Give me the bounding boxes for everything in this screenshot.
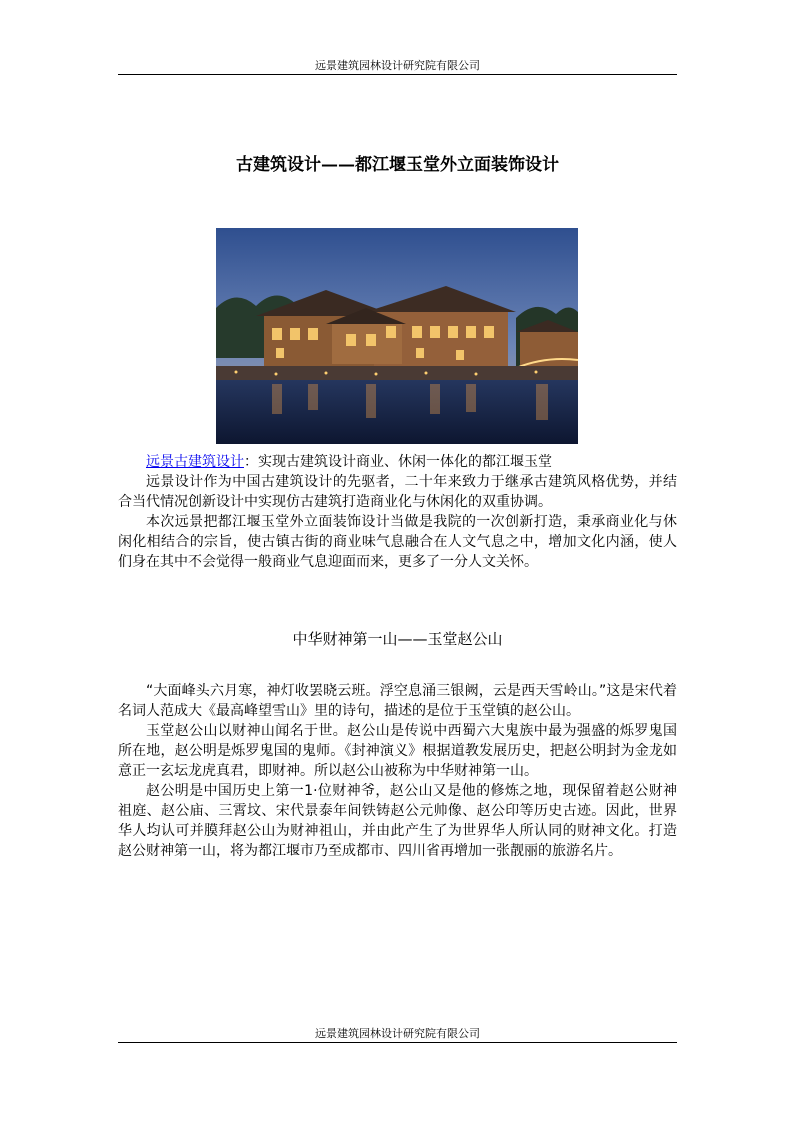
page-header: [118, 59, 677, 75]
intro-paragraph-2: 远景设计作为中国古建筑设计的先驱者，二十年来致力于继承古建筑风格优势，并结合当代情况创新设计中实现仿古建筑打造商业化与休闲化的双重协调。: [118, 474, 677, 510]
footer-company-name: 远景建筑园林设计研究院有限公司: [315, 1027, 480, 1040]
zhaogong-section: [118, 681, 677, 861]
intro-line: [118, 452, 677, 472]
section-paragraph-1: “大面峰头六月寒，神灯收罢晓云班。浮空息涌三银阙，云是西天雪岭山。”这是宋代着名词人范成大《最高峰望雪山》里的诗句，描述的是位于玉堂镇的赵公山。: [118, 683, 677, 719]
ancient-architecture-link[interactable]: 远景古建筑设计: [146, 454, 244, 470]
section-paragraph-3: 赵公明是中国历史上第一1·位财神爷，赵公山又是他的修炼之地，现保留着赵公财神祖庭、赵公庙、三霄坟、宋代景泰年间铁铸赵公元帅像、赵公印等历史古迹。因此，世界华人均认可并膜拜赵公山为财神祖山，并由此产生了为世界华人所认同的财神文化。打造赵公财神第一山，将为都江堰市乃至成都市、四川省再增加一张靓丽的旅游名片。: [118, 783, 677, 859]
intro-line-text: ：实现古建筑设计商业、休闲一体化的都江堰玉堂: [244, 454, 552, 470]
section-subtitle: 中华财神第一山——玉堂赵公山: [292, 630, 503, 648]
photo-illustration: [216, 228, 578, 444]
building-photo: [216, 228, 578, 444]
header-company-name: 远景建筑园林设计研究院有限公司: [315, 59, 480, 72]
document-title: 古建筑设计——都江堰玉堂外立面装饰设计: [236, 155, 559, 175]
intro-section: [118, 452, 677, 572]
page-footer: [118, 1027, 677, 1043]
section-paragraph-2: 玉堂赵公山以财神山闻名于世。赵公山是传说中西蜀六大鬼族中最为强盛的烁罗鬼国所在地，赵公明是烁罗鬼国的鬼师。《封神演义》根据道教发展历史，把赵公明封为金龙如意正一玄坛龙虎真君，即财神。所以赵公山被称为中华财神第一山。: [118, 723, 677, 779]
intro-paragraph-3: 本次远景把都江堰玉堂外立面装饰设计当做是我院的一次创新打造，秉承商业化与休闲化相结合的宗旨，使古镇古街的商业味气息融合在人文气息之中，增加文化内涵，使人们身在其中不会觉得一般商业气息迎面而来，更多了一分人文关怀。: [118, 514, 677, 570]
